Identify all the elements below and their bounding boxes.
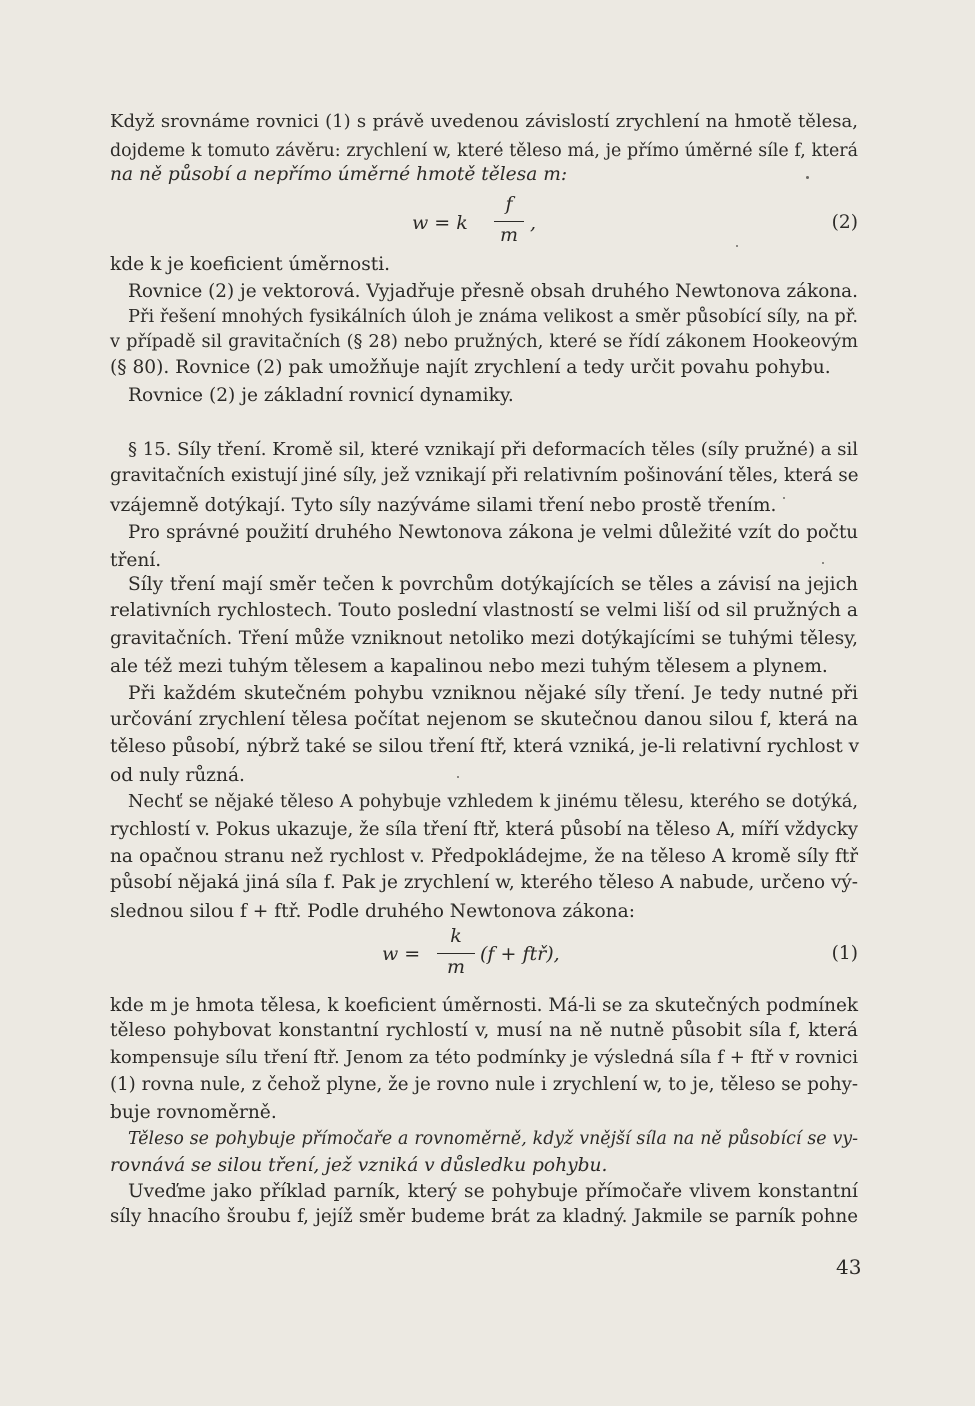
text-line: rychlostí v. Pokus ukazuje, že síla tření ftř, která působí na těleso A, míří vždycky (110, 819, 858, 840)
text-line: Síly tření mají směr tečen k povrchům dotýkajících se těles a závisí na jejich (128, 574, 858, 595)
text-line: dojdeme k tomuto závěru: zrychlení w, které těleso má, je přímo úměrné síle f, která (110, 141, 858, 161)
text-line: kompensuje sílu tření ftř. Jenom za této podmínky je výsledná síla f + ftř v rovnici (110, 1047, 858, 1068)
text-line: gravitačních existují jiné síly, jež vznikají při relativním pošinování těles, která se (110, 465, 859, 486)
eq1-tail: (f + ftř), (480, 943, 560, 965)
text-line: buje rovnoměrně. (110, 1102, 277, 1123)
text-line: Nechť se nějaké těleso A pohybuje vzhledem k jinému tělesu, kterého se dotýká, (128, 791, 858, 812)
text-line: kde m je hmota tělesa, k koeficient úměrnosti. Má-li se za skutečných podmínek (110, 995, 858, 1016)
page-number: 43 (836, 1255, 862, 1279)
text-line: od nuly různá. (110, 765, 245, 786)
text-line: určování zrychlení tělesa počítat nejenom se skutečnou danou silou f, která na (110, 709, 858, 730)
text-line: těleso pohybovat konstantní rychlostí v, musí na ně nutně působit síla f, která (110, 1020, 858, 1041)
eq1-label: (1) (831, 943, 858, 964)
text-line: Těleso se pohybuje přímočaře a rovnoměrně, když vnější síla na ně působící se vy- (128, 1129, 858, 1149)
text-line: těleso působí, nýbrž také se silou tření ftř, která vzniká, je-li relativní rychlost v (110, 736, 860, 757)
fraction-bar (437, 953, 475, 954)
text-line: (§ 80). Rovnice (2) pak umožňuje najít zrychlení a tedy určit povahu pohybu. (110, 357, 831, 378)
scan-speck (806, 176, 809, 179)
scan-speck (457, 776, 459, 778)
text-line: na opačnou stranu než rychlost v. Předpokládejme, že na těleso A kromě síly ftř (110, 846, 858, 867)
scan-speck (822, 562, 824, 564)
text-line: kde k je koeficient úměrnosti. (110, 254, 391, 275)
text-line: Uveďme jako příklad parník, který se pohybuje přímočaře vlivem konstantní (128, 1181, 858, 1202)
scan-speck (736, 245, 738, 247)
text-line: síly hnacího šroubu f, jejíž směr budeme brát za kladný. Jakmile se parník pohne (110, 1206, 858, 1227)
text-line: Rovnice (2) je vektorová. Vyjadřuje přesně obsah druhého Newtonova zákona. (128, 281, 858, 302)
text-line: na ně působí a nepřímo úměrné hmotě tělesa m: (110, 164, 568, 185)
eq2-tail: , (530, 212, 537, 234)
text-line: v případě sil gravitačních (§ 28) nebo pružných, které se řídí zákonem Hookeovým (110, 331, 858, 352)
eq2-label: (2) (831, 212, 858, 233)
section-heading-line: § 15. Síly tření. Kromě sil, které vznikají při deformacích těles (síly pružné) a sil (128, 439, 858, 460)
text-line: gravitačních. Tření může vzniknout netoliko mezi dotýkajícími se tuhými tělesy, (110, 628, 858, 649)
scan-speck (783, 497, 785, 499)
text-line: Při každém skutečném pohybu vzniknou nějaké síly tření. Je tedy nutné při (128, 683, 858, 704)
eq1-denominator: m (446, 956, 466, 978)
text-line: (1) rovna nule, z čehož plyne, že je rovno nule i zrychlení w, to je, těleso se pohy- (110, 1074, 858, 1095)
eq2-numerator: f (505, 193, 513, 215)
fraction-bar (494, 221, 524, 222)
text-line: Rovnice (2) je základní rovnicí dynamiky. (128, 385, 514, 406)
text-line: slednou silou f + ftř. Podle druhého Newtonova zákona: (110, 901, 636, 922)
eq1-numerator: k (450, 925, 462, 947)
text-line: tření. (110, 550, 162, 571)
eq2-denominator: m (499, 224, 519, 246)
text-line: Když srovnáme rovnici (1) s právě uvedenou závislostí zrychlení na hmotě tělesa, (110, 111, 858, 132)
text-line: Při řešení mnohých fysikálních úloh je známa velikost a směr působící síly, na př. (128, 306, 858, 327)
text-line: působí nějaká jiná síla f. Pak je zrychlení w, kterého těleso A nabude, určeno vý- (110, 872, 858, 893)
text-line: rovnává se silou tření, jež vzniká v důsledku pohybu. (110, 1155, 608, 1176)
text-line: Pro správné použití druhého Newtonova zákona je velmi důležité vzít do počtu (128, 522, 858, 543)
eq1-lhs: w = (382, 943, 421, 965)
text-line: ale též mezi tuhým tělesem a kapalinou nebo mezi tuhým tělesem a plynem. (110, 656, 828, 677)
eq2-lhs: w = k (412, 212, 468, 234)
text-line: vzájemně dotýkají. Tyto síly nazýváme silami tření nebo prostě třením. (110, 495, 777, 516)
text-column (110, 0, 858, 1406)
text-line: relativních rychlostech. Touto poslední vlastností se velmi liší od sil pružných a (110, 600, 858, 621)
